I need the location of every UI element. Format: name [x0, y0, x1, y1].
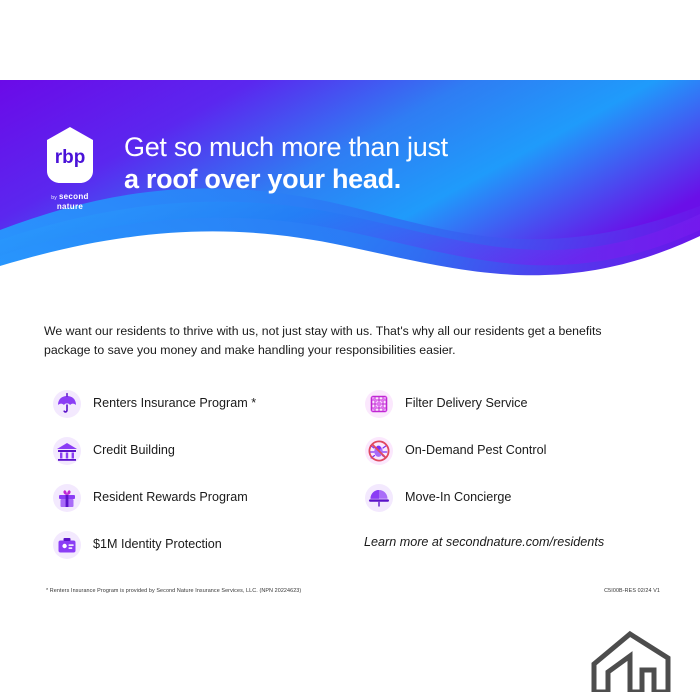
- intro-paragraph: We want our residents to thrive with us, not just stay with us. That's why all our residents get a benefits package to save you money and make handling your responsibilities easier.: [44, 324, 602, 358]
- benefit-identity-protection: [52, 521, 352, 568]
- pest-control-icon: [364, 436, 394, 466]
- hero-banner: [0, 80, 700, 290]
- logo-brand-line1: second: [58, 192, 89, 201]
- benefit-label: On-Demand Pest Control: [405, 442, 547, 457]
- benefits-column-left: [52, 380, 352, 568]
- benefit-credit-building: [52, 427, 352, 474]
- house-outline-icon: [588, 630, 672, 692]
- svg-text:rbp: rbp: [54, 147, 86, 168]
- benefit-label: Move-In Concierge: [405, 489, 512, 504]
- benefit-label: Filter Delivery Service: [405, 395, 528, 410]
- benefit-label: Credit Building: [93, 442, 175, 457]
- insurance-footnote: * Renters Insurance Program is provided by Second Nature Insurance Services, LLC. (NPN 20224623): [46, 588, 302, 594]
- benefits-column-right: [364, 380, 664, 521]
- logo-subtext: [40, 192, 100, 212]
- air-filter-icon: [364, 389, 394, 419]
- rbp-logo-icon: [44, 125, 96, 187]
- logo-brand-line2: nature: [56, 202, 84, 212]
- document-code: C5I00B-RES 02/24 V1: [604, 588, 660, 594]
- benefit-resident-rewards: [52, 474, 352, 521]
- benefit-move-in-concierge: [364, 474, 664, 521]
- logo-prefix: by: [51, 195, 57, 201]
- benefit-filter-delivery: [364, 380, 664, 427]
- benefit-label: Resident Rewards Program: [93, 489, 248, 504]
- benefit-label: $1M Identity Protection: [93, 536, 222, 551]
- umbrella-icon: [52, 389, 82, 419]
- hero-headline: [124, 132, 448, 196]
- headline-line-2: a roof over your head.: [124, 163, 401, 194]
- learn-more-text: Learn more at secondnature.com/residents: [364, 535, 605, 549]
- benefit-pest-control: [364, 427, 664, 474]
- identity-shield-icon: [52, 530, 82, 560]
- credit-building-icon: [52, 436, 82, 466]
- benefit-renters-insurance: [52, 380, 352, 427]
- benefit-label: Renters Insurance Program *: [93, 395, 257, 410]
- rewards-gift-icon: [52, 483, 82, 513]
- move-in-concierge-icon: [364, 483, 394, 513]
- headline-line-1: Get so much more than just: [124, 132, 448, 162]
